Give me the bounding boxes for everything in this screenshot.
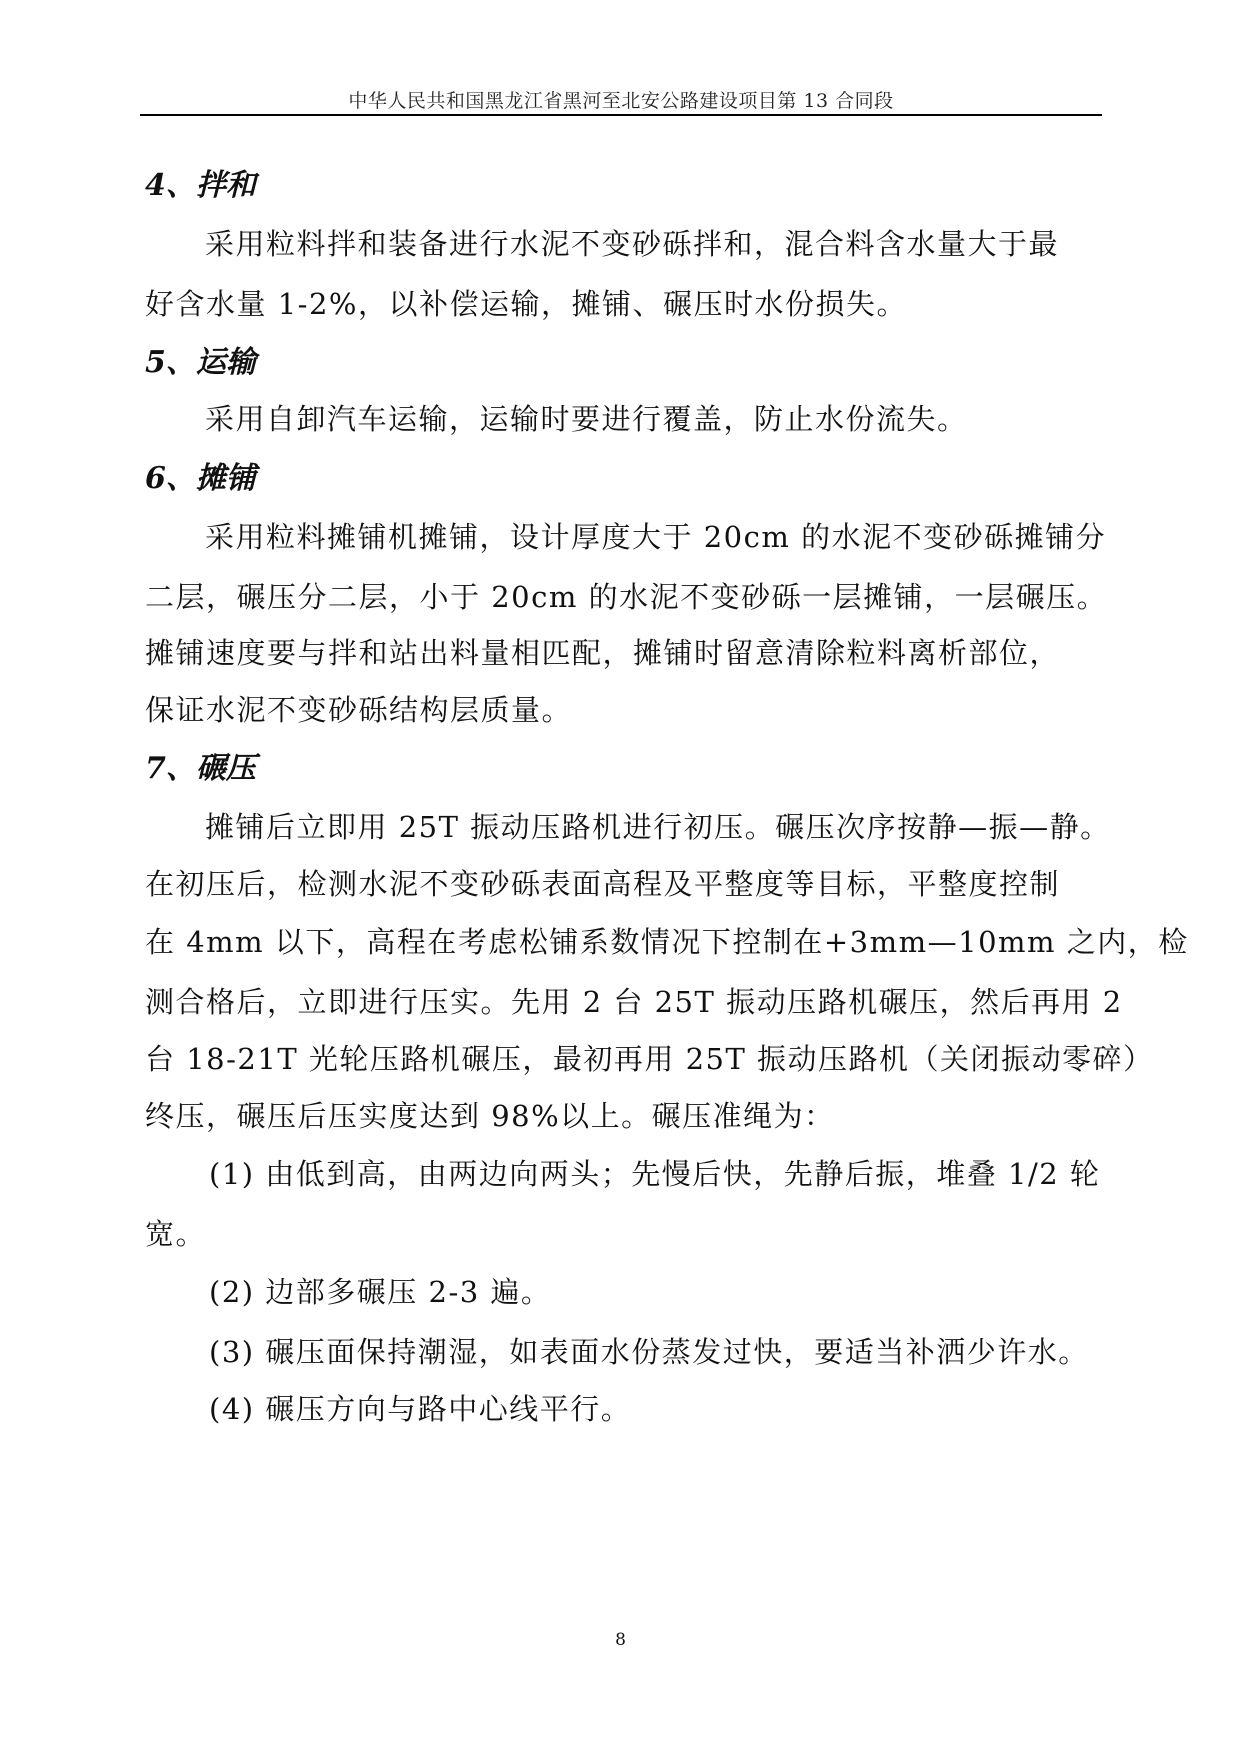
paragraph-line: 台 18-21T 光轮压路机碾压，最初再用 25T 振动压路机（关闭振动零碎） [145, 1042, 1154, 1076]
list-item-continuation: 宽。 [145, 1217, 207, 1251]
paragraph-line: 摊铺后立即用 25T 振动压路机进行初压。碾压次序按静—振—静。 [205, 810, 1111, 844]
section-heading-6: 6、摊铺 [145, 461, 256, 496]
section-heading-4: 4、拌和 [145, 168, 256, 203]
paragraph-line: 测合格后，立即进行压实。先用 2 台 25T 振动压路机碾压，然后再用 2 [145, 985, 1123, 1019]
paragraph-line: 在 4mm 以下，高程在考虑松铺系数情况下控制在+3mm—10mm 之内，检 [145, 925, 1189, 959]
list-item: (1) 由低到高，由两边向两头；先慢后快，先静后振，堆叠 1/2 轮 [209, 1157, 1101, 1191]
paragraph-line: 终压，碾压后压实度达到 98%以上。碾压准绳为： [145, 1099, 835, 1133]
paragraph-line: 保证水泥不变砂砾结构层质量。 [145, 693, 573, 727]
page-header: 中华人民共和国黑龙江省黑河至北安公路建设项目第 13 合同段 [348, 90, 894, 112]
section-heading-5: 5、运输 [145, 345, 256, 380]
paragraph-line: 摊铺速度要与拌和站出料量相匹配，摊铺时留意清除粒料离析部位， [145, 636, 1061, 670]
paragraph-line: 采用粒料拌和装备进行水泥不变砂砾拌和，混合料含水量大于最 [205, 227, 1060, 261]
header-rule [140, 114, 1102, 116]
section-heading-7: 7、碾压 [145, 751, 256, 786]
paragraph-line: 好含水量 1-2%，以补偿运输，摊铺、碾压时水份损失。 [145, 287, 907, 321]
paragraph-line: 二层，碾压分二层，小于 20cm 的水泥不变砂砾一层摊铺，一层碾压。 [145, 580, 1108, 614]
list-item: (2) 边部多碾压 2-3 遍。 [209, 1275, 552, 1309]
paragraph-line: 采用自卸汽车运输，运输时要进行覆盖，防止水份流失。 [205, 402, 968, 436]
paragraph-line: 在初压后，检测水泥不变砂砾表面高程及平整度等目标，平整度控制 [145, 867, 1061, 901]
list-item: (3) 碾压面保持潮湿，如表面水份蒸发过快，要适当补洒少许水。 [209, 1335, 1089, 1369]
list-item: (4) 碾压方向与路中心线平行。 [209, 1392, 632, 1426]
paragraph-line: 采用粒料摊铺机摊铺，设计厚度大于 20cm 的水泥不变砂砾摊铺分 [205, 520, 1107, 554]
page-number: 8 [615, 1630, 626, 1650]
